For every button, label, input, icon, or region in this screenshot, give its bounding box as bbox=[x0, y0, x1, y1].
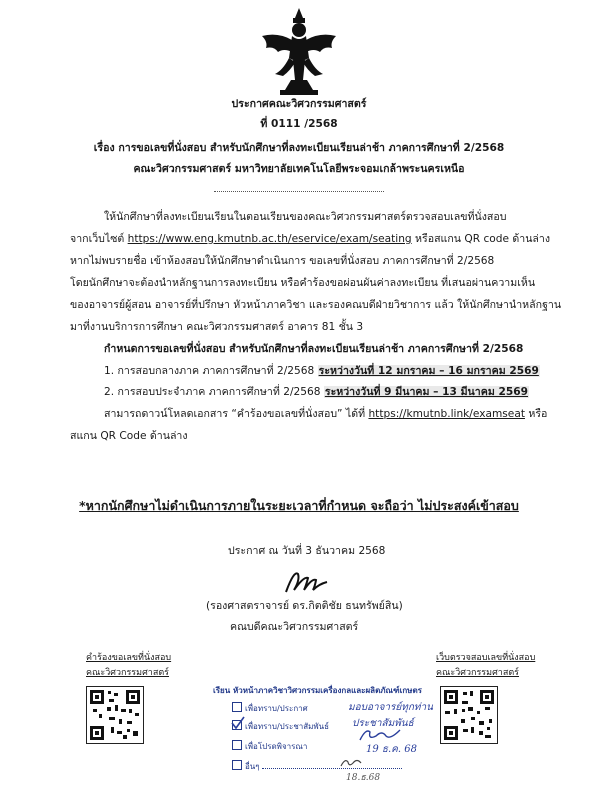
schedule-item-1 bbox=[104, 365, 540, 378]
qr-pattern bbox=[87, 687, 143, 743]
body-line-5: ของอาจารย์ผู้สอน อาจารย์ที่ปรึกษา หัวหน้าภาควิชา และรองคณบดีฝ่ายวิชาการ แล้ว ให้นักศึกษานำหลักฐาน bbox=[70, 299, 562, 311]
body-text: จากเว็บไซต์ bbox=[70, 233, 125, 245]
body-line-3: หากไม่พบรายชื่อ เข้าห้องสอบให้นักศึกษาดำเนินการ ขอเลขที่นั่งสอบ ภาคการศึกษาที่ 2/2568 bbox=[70, 255, 495, 267]
qr-left-caption-1: คำร้องขอเลขที่นั่งสอบ bbox=[86, 653, 172, 663]
dean-name: (รองศาสตราจารย์ ดร.กิตติชัย ธนทรัพย์สิน) bbox=[206, 600, 403, 612]
qr-right-caption-1: เว็บตรวจสอบเลขที่นั่งสอบ bbox=[436, 653, 536, 663]
org-heading: ประกาศคณะวิศวกรรมศาสตร์ bbox=[231, 98, 367, 110]
option-label: เพื่อทราบ/ประกาศ bbox=[245, 704, 308, 713]
qr-pattern bbox=[441, 687, 497, 743]
body-line-1: ให้นักศึกษาที่ลงทะเบียนเรียนในตอนเรียนของคณะวิศวกรรมศาสตร์ตรวจสอบเลขที่นั่งสอบ bbox=[104, 211, 507, 223]
option-label: เพื่อโปรดพิจารณา bbox=[245, 742, 308, 751]
clerk-signature bbox=[338, 756, 368, 770]
midterm-date-range: ระหว่างวันที่ 12 มกราคม – 16 มกราคม 2569 bbox=[318, 365, 539, 377]
announcement-number: ที่ 0111 /2568 bbox=[260, 118, 338, 130]
checkmark-icon bbox=[231, 716, 245, 730]
handwritten-date-2: 18.ธ.68 bbox=[346, 773, 381, 783]
checkbox bbox=[232, 740, 242, 750]
dean-position: คณบดีคณะวิศวกรรมศาสตร์ bbox=[230, 621, 359, 633]
body-line-6: มาที่งานบริการการศึกษา คณะวิศวกรรมศาสตร์ อาคาร 81 ชั้น 3 bbox=[70, 321, 364, 333]
item-label: 2. การสอบประจำภาค ภาคการศึกษาที่ 2/2568 bbox=[104, 386, 321, 398]
examseat-link[interactable]: https://kmutnb.link/examseat bbox=[368, 408, 525, 420]
garuda-emblem bbox=[258, 6, 340, 98]
routing-option-2 bbox=[232, 720, 329, 733]
item-label: 1. การสอบกลางภาค ภาคการศึกษาที่ 2/2568 bbox=[104, 365, 315, 377]
seating-check-qr-code[interactable] bbox=[440, 686, 498, 744]
option-label: อื่นๆ bbox=[245, 762, 260, 771]
checkbox bbox=[232, 760, 242, 770]
handwritten-date-1: 19 ธ.ค. 68 bbox=[366, 744, 417, 755]
schedule-item-2 bbox=[104, 386, 529, 399]
download-line-2: สแกน QR Code ด้านล่าง bbox=[70, 430, 188, 442]
body-text: หรือ bbox=[528, 408, 548, 420]
qr-right-caption-2: คณะวิศวกรรมศาสตร์ bbox=[436, 668, 520, 678]
body-text: สามารถดาวน์โหลดเอกสาร “คำร้องขอเลขที่นั่งสอบ” ได้ที่ bbox=[104, 408, 366, 420]
dean-signature bbox=[280, 568, 340, 598]
body-line-4: โดยนักศึกษาจะต้องนำหลักฐานการลงทะเบียน หรือคำร้องขอผ่อนผันค่าลงทะเบียน ที่เสนอผ่านความเห็น bbox=[70, 277, 536, 289]
handwritten-note-2: ประชาสัมพันธ์ bbox=[352, 718, 414, 729]
announce-date: ประกาศ ณ วันที่ 3 ธันวาคม 2568 bbox=[228, 545, 386, 557]
checkbox bbox=[232, 702, 242, 712]
option-label: เพื่อทราบ/ประชาสัมพันธ์ bbox=[245, 722, 330, 731]
qr-left-caption-2: คณะวิศวกรรมศาสตร์ bbox=[86, 668, 170, 678]
final-date-range: ระหว่างวันที่ 9 มีนาคม – 13 มีนาคม 2569 bbox=[324, 386, 528, 398]
divider bbox=[214, 191, 384, 192]
body-line-2 bbox=[70, 233, 550, 246]
request-form-qr-code[interactable] bbox=[86, 686, 144, 744]
warning-notice: *หากนักศึกษาไม่ดำเนินการภายในระยะเวลาที่กำหนด จะถือว่า ไม่ประสงค์เข้าสอบ bbox=[79, 498, 519, 513]
subject-line: เรื่อง การขอเลขที่นั่งสอบ สำหรับนักศึกษาที่ลงทะเบียนเรียนล่าช้า ภาคการศึกษาที่ 2/2568 bbox=[93, 142, 505, 154]
handwritten-note-1: มอบอาจารย์ทุกท่าน bbox=[348, 702, 433, 713]
seating-website-link[interactable]: https://www.eng.kmutnb.ac.th/eservice/exam/seating bbox=[127, 233, 412, 245]
body-text: หรือสแกน QR code ด้านล่าง bbox=[415, 233, 551, 245]
routing-slip-header: เรียน หัวหน้าภาควิชาวิศวกรรมเครื่องกลและผลิตภัณฑ์เกษตร bbox=[213, 686, 422, 695]
university-line: คณะวิศวกรรมศาสตร์ มหาวิทยาลัยเทคโนโลยีพระจอมเกล้าพระนครเหนือ bbox=[133, 163, 465, 175]
routing-option-3 bbox=[232, 740, 307, 753]
download-line bbox=[104, 408, 547, 421]
schedule-title: กำหนดการขอเลขที่นั่งสอบ สำหรับนักศึกษาที่ลงทะเบียนเรียนล่าช้า ภาคการศึกษาที่ 2/2568 bbox=[104, 343, 524, 355]
routing-option-1 bbox=[232, 702, 308, 715]
